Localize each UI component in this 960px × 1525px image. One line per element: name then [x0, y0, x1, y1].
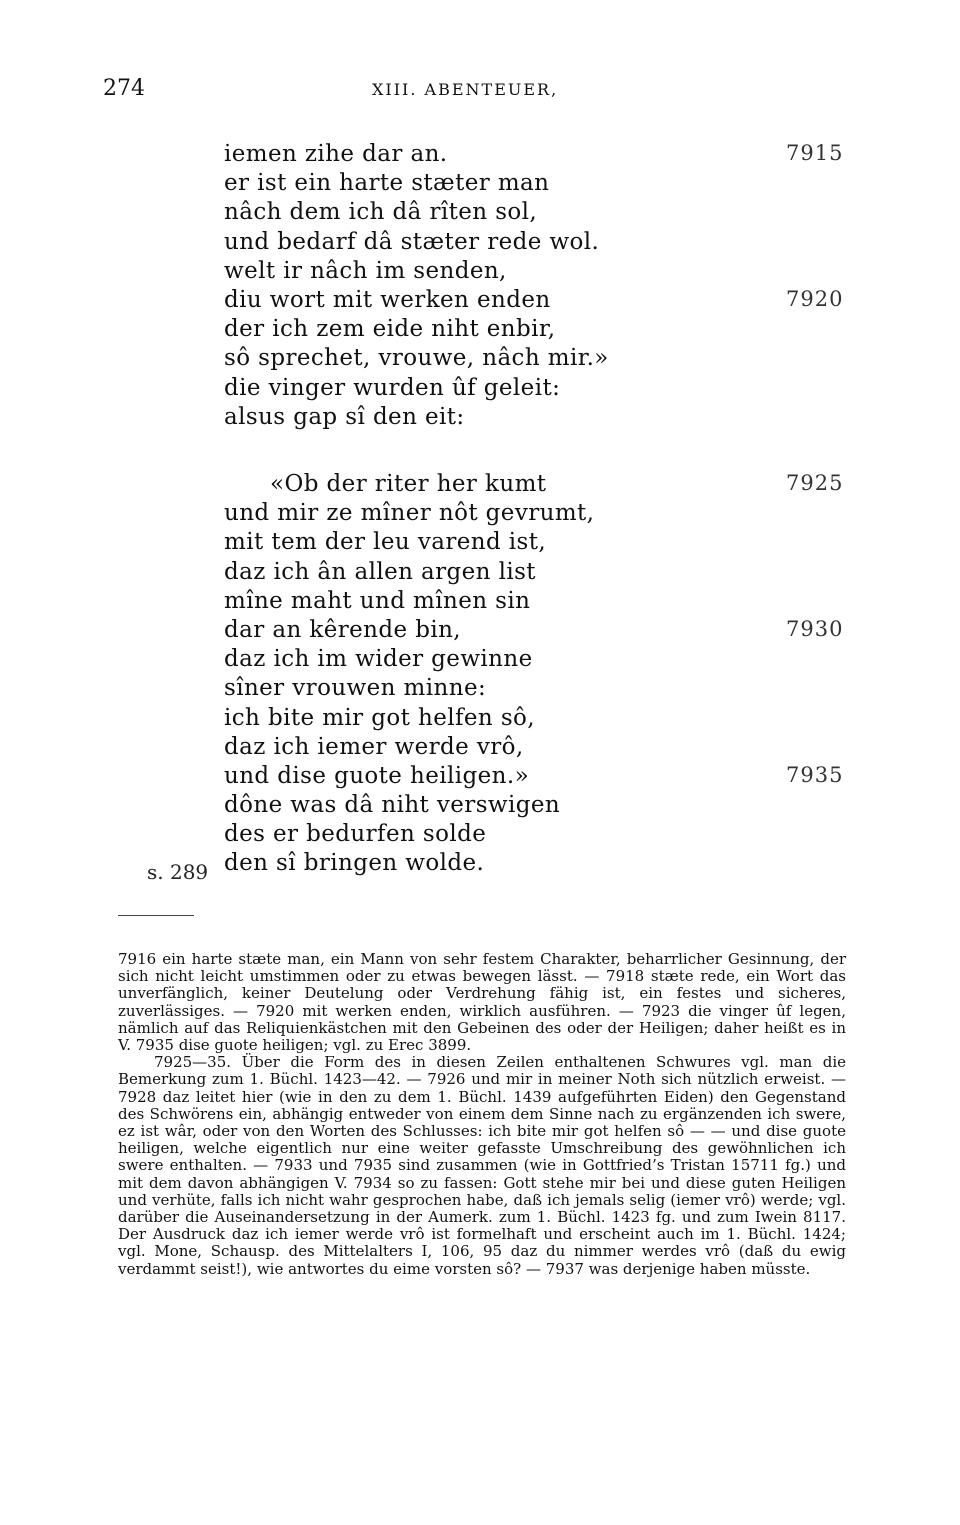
page-number: 274 — [103, 76, 145, 101]
running-head: XIII. ABENTEUER, — [372, 80, 559, 99]
verse-line: «Ob der riter her kumt — [270, 471, 547, 497]
verse-line: welt ir nâch im senden, — [224, 257, 507, 284]
verse-line: diu wort mit werken enden — [224, 286, 551, 313]
verse-line: der ich zem eide niht enbir, — [224, 316, 556, 343]
footnote-paragraph: 7925—35. Über die Form des in diesen Zeilen enthaltenen Schwures vgl. man die Bemerkung zum 1. Büchl. 1423—42. — 7926 und mir in meiner Noth sich nützlich erweist. — 7928 daz leitet hier (wie in den zu dem 1. Büchl. 1439 aufgeführten Eiden) den Gegenstand des Schwörens ein, abhängig entweder von einem dem Sinne nach zu ergänzenden ich swere, ez ist wâr, oder von den Worten des Schlusses: ich bite mir got helfen sô — — und dise guote heiligen, welche eigentlich nur eine weiter gefasste Umschreibung des gewöhnlichen ich swere enthalten. — 7933 und 7935 sind zusammen (wie in Gottfried’s Tristan 15711 fg.) und mit dem davon abhängigen V. 7934 so zu fassen: Gott stehe mir bei und diese guten Heiligen und verhüte, falls ich nicht wahr gesprochen habe, daß ich jemals selig (iemer vrô) werde; vgl. darüber die Auseinandersetzung in der Aumerk. zum 1. Büchl. 1423 fg. und zum Iwein 8117. Der Ausdruck daz ich iemer werde vrô ist formelhaft und erscheint auch im 1. Büchl. 1424; vgl. Mone, Schausp. des Mittelalters I, 106, 95 daz du nimmer werdes vrô (daß du ewig verdammt seist!), wie antwortes du eime vorsten sô? — 7937 was derjenige haben müsste. — [118, 1053, 846, 1278]
verse-line: des er bedurfen solde — [224, 821, 487, 848]
verse-line: den sî bringen wolde. — [224, 850, 485, 877]
verse-stanza-1 — [224, 140, 609, 432]
verse-line: sîner vrouwen minne: — [224, 675, 487, 702]
verse-line: iemen zihe dar an. — [224, 141, 448, 167]
line-number: 7935 — [786, 763, 844, 787]
line-number: 7915 — [786, 141, 844, 165]
verse-line: und dise guote heiligen.» — [224, 762, 530, 789]
line-number: 7920 — [786, 287, 844, 311]
verse-line: mit tem der leu varend ist, — [224, 529, 547, 556]
line-number: 7925 — [786, 471, 844, 495]
verse-line: und mir ze mîner nôt gevrumt, — [224, 500, 595, 527]
verse-line: daz ich im wider gewinne — [224, 646, 533, 673]
verse-line: er ist ein harte stæter man — [224, 170, 550, 197]
verse-line: ich bite mir got helfen sô, — [224, 704, 535, 731]
verse-line: sô sprechet, vrouwe, nâch mir.» — [224, 345, 609, 372]
footnotes — [118, 951, 846, 1278]
verse-line: nâch dem ich dâ rîten sol, — [224, 199, 538, 226]
verse-line: und bedarf dâ stæter rede wol. — [224, 228, 600, 255]
footnote-divider — [118, 915, 194, 916]
verse-line: dar an kêrende bin, — [224, 616, 461, 643]
verse-line: daz ich ân allen argen list — [224, 558, 536, 585]
verse-stanza-2 — [224, 470, 594, 879]
verse-line: mîne maht und mînen sin — [224, 587, 531, 614]
verse-line: alsus gap sî den eit: — [224, 403, 465, 430]
footnote-paragraph: 7916 ein harte stæte man, ein Mann von sehr festem Charakter, beharrlicher Gesinnung, der sich nicht leicht umstimmen oder zu etwas bewegen lässt. — 7918 stæte rede, ein Wort das unverfänglich, keiner Deutelung oder Verdrehung fähig ist, ein festes und sicheres, zuverlässiges. — 7920 mit werken enden, wirklich ausführen. — 7923 die vinger ûf legen, nämlich auf das Reliquienkästchen mit den Gebeinen des oder der Heiligen; daher heißt es in V. 7935 dise guote heiligen; vgl. zu Erec 3899. — [118, 950, 846, 1055]
verse-line: dône was dâ niht verswigen — [224, 792, 561, 819]
line-number: 7930 — [786, 617, 844, 641]
verse-line: daz ich iemer werde vrô, — [224, 733, 524, 760]
verse-line: die vinger wurden ûf geleit: — [224, 374, 561, 401]
margin-page-ref: s. 289 — [147, 860, 209, 884]
